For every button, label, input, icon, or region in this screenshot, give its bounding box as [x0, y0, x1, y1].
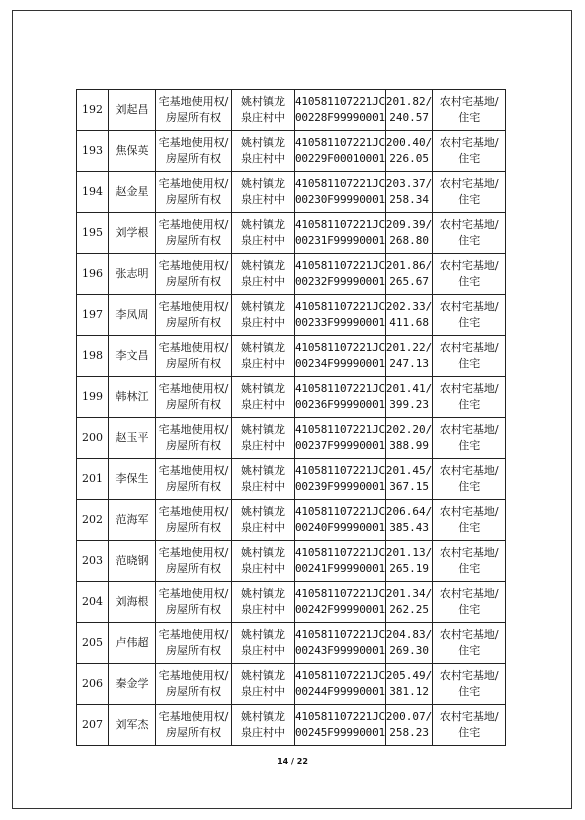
land-use-line: 农村宅基地/ — [439, 95, 499, 108]
location-cell — [232, 172, 295, 213]
right-type-line: 宅基地使用权/ — [158, 136, 229, 149]
right-type-line: 房屋所有权 — [166, 562, 221, 575]
area-line: 201.86/ — [385, 259, 433, 272]
right-type-line: 房屋所有权 — [166, 275, 221, 288]
location-cell — [232, 90, 295, 131]
land-use-line: 农村宅基地/ — [439, 259, 499, 272]
unit-code-cell — [295, 254, 386, 295]
right-type-cell — [156, 213, 232, 254]
owner-name-cell: 刘海根 — [109, 582, 156, 623]
location-line: 姚村镇龙 — [241, 136, 285, 149]
right-type-line: 宅基地使用权/ — [158, 341, 229, 354]
unit-code-line: 410581107221JC — [295, 505, 385, 518]
area-cell — [385, 541, 432, 582]
unit-code-cell — [295, 664, 386, 705]
land-use-cell — [433, 418, 506, 459]
right-type-cell — [156, 254, 232, 295]
right-type-cell — [156, 172, 232, 213]
row-number-cell: 207 — [77, 705, 109, 746]
unit-code-cell — [295, 582, 386, 623]
area-cell — [385, 172, 432, 213]
right-type-line: 房屋所有权 — [166, 439, 221, 452]
land-use-line: 住宅 — [458, 562, 481, 575]
unit-code-line: 410581107221JC — [295, 423, 385, 436]
land-use-line: 住宅 — [458, 644, 481, 657]
area-line: 265.19 — [389, 562, 429, 575]
area-line: 388.99 — [389, 439, 429, 452]
area-line: 247.13 — [389, 357, 429, 370]
right-type-line: 房屋所有权 — [166, 398, 221, 411]
owner-name-cell: 李凤周 — [109, 295, 156, 336]
right-type-line: 宅基地使用权/ — [158, 423, 229, 436]
unit-code-line: 410581107221JC — [295, 136, 385, 149]
unit-code-line: 00245F99990001 — [295, 726, 385, 739]
land-use-line: 住宅 — [458, 521, 481, 534]
unit-code-line: 410581107221JC — [295, 259, 385, 272]
area-line: 201.45/ — [385, 464, 433, 477]
unit-code-line: 410581107221JC — [295, 177, 385, 190]
location-line: 泉庄村中 — [241, 193, 285, 206]
land-use-cell — [433, 336, 506, 377]
area-line: 201.82/ — [385, 95, 433, 108]
right-type-cell — [156, 500, 232, 541]
right-type-line: 房屋所有权 — [166, 603, 221, 616]
right-type-cell — [156, 705, 232, 746]
table-row — [77, 418, 506, 459]
area-line: 258.34 — [389, 193, 429, 206]
right-type-line: 宅基地使用权/ — [158, 218, 229, 231]
unit-code-cell — [295, 336, 386, 377]
unit-code-cell — [295, 500, 386, 541]
right-type-cell — [156, 623, 232, 664]
land-use-cell — [433, 582, 506, 623]
area-cell — [385, 254, 432, 295]
row-number-cell: 200 — [77, 418, 109, 459]
area-line: 200.40/ — [385, 136, 433, 149]
right-type-line: 宅基地使用权/ — [158, 95, 229, 108]
unit-code-line: 410581107221JC — [295, 382, 385, 395]
owner-name-cell: 焦保英 — [109, 131, 156, 172]
area-line: 411.68 — [389, 316, 429, 329]
location-line: 泉庄村中 — [241, 316, 285, 329]
page-total: 22 — [296, 757, 308, 766]
land-use-line: 住宅 — [458, 726, 481, 739]
area-cell — [385, 131, 432, 172]
table-row — [77, 664, 506, 705]
right-type-cell — [156, 295, 232, 336]
unit-code-line: 410581107221JC — [295, 546, 385, 559]
unit-code-line: 00240F99990001 — [295, 521, 385, 534]
area-line: 203.37/ — [385, 177, 433, 190]
location-cell — [232, 623, 295, 664]
land-use-line: 农村宅基地/ — [439, 341, 499, 354]
area-line: 201.13/ — [385, 546, 433, 559]
owner-name-cell: 张志明 — [109, 254, 156, 295]
row-number-cell: 201 — [77, 459, 109, 500]
location-line: 姚村镇龙 — [241, 628, 285, 641]
owner-name-cell: 赵金星 — [109, 172, 156, 213]
unit-code-cell — [295, 541, 386, 582]
area-line: 381.12 — [389, 685, 429, 698]
land-use-line: 住宅 — [458, 152, 481, 165]
unit-code-line: 00237F99990001 — [295, 439, 385, 452]
unit-code-cell — [295, 213, 386, 254]
area-cell — [385, 90, 432, 131]
area-cell — [385, 213, 432, 254]
unit-code-line: 410581107221JC — [295, 218, 385, 231]
location-line: 姚村镇龙 — [241, 464, 285, 477]
property-rights-table — [76, 89, 506, 746]
right-type-line: 房屋所有权 — [166, 685, 221, 698]
land-use-line: 农村宅基地/ — [439, 505, 499, 518]
location-line: 泉庄村中 — [241, 234, 285, 247]
table-row — [77, 459, 506, 500]
location-line: 姚村镇龙 — [241, 300, 285, 313]
land-use-line: 农村宅基地/ — [439, 382, 499, 395]
right-type-line: 宅基地使用权/ — [158, 669, 229, 682]
land-use-cell — [433, 664, 506, 705]
unit-code-line: 00230F99990001 — [295, 193, 385, 206]
land-use-cell — [433, 131, 506, 172]
unit-code-cell — [295, 131, 386, 172]
location-line: 泉庄村中 — [241, 357, 285, 370]
location-line: 泉庄村中 — [241, 603, 285, 616]
owner-name-cell: 范海军 — [109, 500, 156, 541]
right-type-cell — [156, 131, 232, 172]
right-type-line: 宅基地使用权/ — [158, 382, 229, 395]
area-line: 399.23 — [389, 398, 429, 411]
area-line: 385.43 — [389, 521, 429, 534]
unit-code-cell — [295, 459, 386, 500]
area-cell — [385, 500, 432, 541]
location-line: 姚村镇龙 — [241, 218, 285, 231]
land-use-line: 农村宅基地/ — [439, 177, 499, 190]
land-use-line: 住宅 — [458, 685, 481, 698]
land-use-line: 农村宅基地/ — [439, 300, 499, 313]
row-number-cell: 192 — [77, 90, 109, 131]
unit-code-cell — [295, 623, 386, 664]
unit-code-cell — [295, 90, 386, 131]
location-cell — [232, 664, 295, 705]
land-use-line: 农村宅基地/ — [439, 587, 499, 600]
land-use-line: 农村宅基地/ — [439, 669, 499, 682]
land-use-line: 住宅 — [458, 357, 481, 370]
unit-code-cell — [295, 418, 386, 459]
location-line: 姚村镇龙 — [241, 382, 285, 395]
right-type-line: 宅基地使用权/ — [158, 628, 229, 641]
location-line: 泉庄村中 — [241, 398, 285, 411]
unit-code-line: 410581107221JC — [295, 710, 385, 723]
location-cell — [232, 131, 295, 172]
right-type-line: 宅基地使用权/ — [158, 464, 229, 477]
area-line: 262.25 — [389, 603, 429, 616]
right-type-line: 宅基地使用权/ — [158, 587, 229, 600]
unit-code-line: 00232F99990001 — [295, 275, 385, 288]
owner-name-cell: 刘学根 — [109, 213, 156, 254]
location-cell — [232, 336, 295, 377]
right-type-cell — [156, 377, 232, 418]
land-use-line: 农村宅基地/ — [439, 628, 499, 641]
unit-code-line: 00239F99990001 — [295, 480, 385, 493]
unit-code-line: 00229F00010001 — [295, 152, 385, 165]
location-cell — [232, 295, 295, 336]
row-number-cell: 198 — [77, 336, 109, 377]
unit-code-line: 00243F99990001 — [295, 644, 385, 657]
page-current: 14 — [277, 757, 289, 766]
area-line: 367.15 — [389, 480, 429, 493]
land-use-cell — [433, 459, 506, 500]
right-type-cell — [156, 90, 232, 131]
owner-name-cell: 卢伟超 — [109, 623, 156, 664]
location-cell — [232, 418, 295, 459]
row-number-cell: 202 — [77, 500, 109, 541]
right-type-line: 宅基地使用权/ — [158, 710, 229, 723]
table-row — [77, 582, 506, 623]
owner-name-cell: 韩林江 — [109, 377, 156, 418]
land-use-line: 农村宅基地/ — [439, 136, 499, 149]
page-number — [0, 757, 585, 766]
land-use-line: 农村宅基地/ — [439, 218, 499, 231]
area-line: 200.07/ — [385, 710, 433, 723]
table-body — [77, 90, 506, 746]
location-line: 姚村镇龙 — [241, 587, 285, 600]
unit-code-line: 410581107221JC — [295, 341, 385, 354]
right-type-line: 宅基地使用权/ — [158, 300, 229, 313]
location-cell — [232, 459, 295, 500]
right-type-cell — [156, 459, 232, 500]
area-cell — [385, 295, 432, 336]
table-row — [77, 541, 506, 582]
right-type-line: 房屋所有权 — [166, 111, 221, 124]
land-use-cell — [433, 377, 506, 418]
unit-code-line: 00228F99990001 — [295, 111, 385, 124]
area-cell — [385, 705, 432, 746]
location-line: 泉庄村中 — [241, 111, 285, 124]
location-line: 泉庄村中 — [241, 644, 285, 657]
right-type-line: 房屋所有权 — [166, 521, 221, 534]
unit-code-line: 00236F99990001 — [295, 398, 385, 411]
location-line: 姚村镇龙 — [241, 710, 285, 723]
owner-name-cell: 赵玉平 — [109, 418, 156, 459]
unit-code-line: 00241F99990001 — [295, 562, 385, 575]
area-cell — [385, 664, 432, 705]
row-number-cell: 199 — [77, 377, 109, 418]
table-row — [77, 377, 506, 418]
land-use-line: 农村宅基地/ — [439, 710, 499, 723]
right-type-line: 房屋所有权 — [166, 480, 221, 493]
right-type-line: 房屋所有权 — [166, 234, 221, 247]
unit-code-line: 410581107221JC — [295, 587, 385, 600]
area-cell — [385, 623, 432, 664]
right-type-cell — [156, 418, 232, 459]
location-cell — [232, 705, 295, 746]
row-number-cell: 195 — [77, 213, 109, 254]
unit-code-line: 410581107221JC — [295, 464, 385, 477]
land-use-cell — [433, 500, 506, 541]
land-use-cell — [433, 623, 506, 664]
land-use-cell — [433, 172, 506, 213]
unit-code-cell — [295, 377, 386, 418]
area-cell — [385, 336, 432, 377]
right-type-cell — [156, 664, 232, 705]
area-line: 202.20/ — [385, 423, 433, 436]
unit-code-cell — [295, 172, 386, 213]
row-number-cell: 205 — [77, 623, 109, 664]
location-line: 姚村镇龙 — [241, 546, 285, 559]
owner-name-cell: 李保生 — [109, 459, 156, 500]
unit-code-cell — [295, 705, 386, 746]
location-cell — [232, 541, 295, 582]
right-type-line: 房屋所有权 — [166, 357, 221, 370]
unit-code-line: 410581107221JC — [295, 300, 385, 313]
right-type-cell — [156, 336, 232, 377]
area-cell — [385, 377, 432, 418]
row-number-cell: 196 — [77, 254, 109, 295]
location-cell — [232, 377, 295, 418]
row-number-cell: 194 — [77, 172, 109, 213]
land-use-line: 住宅 — [458, 275, 481, 288]
area-cell — [385, 459, 432, 500]
row-number-cell: 197 — [77, 295, 109, 336]
land-use-line: 农村宅基地/ — [439, 464, 499, 477]
area-line: 202.33/ — [385, 300, 433, 313]
right-type-line: 房屋所有权 — [166, 193, 221, 206]
right-type-line: 房屋所有权 — [166, 316, 221, 329]
table-row — [77, 131, 506, 172]
unit-code-line: 410581107221JC — [295, 95, 385, 108]
right-type-cell — [156, 582, 232, 623]
area-line: 205.49/ — [385, 669, 433, 682]
location-line: 姚村镇龙 — [241, 669, 285, 682]
location-line: 泉庄村中 — [241, 439, 285, 452]
land-use-line: 住宅 — [458, 480, 481, 493]
right-type-line: 宅基地使用权/ — [158, 505, 229, 518]
owner-name-cell: 刘起昌 — [109, 90, 156, 131]
location-line: 姚村镇龙 — [241, 177, 285, 190]
area-line: 201.41/ — [385, 382, 433, 395]
table-row — [77, 295, 506, 336]
location-line: 泉庄村中 — [241, 521, 285, 534]
land-use-cell — [433, 254, 506, 295]
table-row — [77, 172, 506, 213]
right-type-line: 房屋所有权 — [166, 152, 221, 165]
row-number-cell: 193 — [77, 131, 109, 172]
land-use-line: 农村宅基地/ — [439, 423, 499, 436]
table-row — [77, 336, 506, 377]
area-cell — [385, 582, 432, 623]
location-cell — [232, 582, 295, 623]
location-line: 姚村镇龙 — [241, 341, 285, 354]
area-line: 209.39/ — [385, 218, 433, 231]
land-use-cell — [433, 705, 506, 746]
row-number-cell: 206 — [77, 664, 109, 705]
land-use-line: 住宅 — [458, 193, 481, 206]
owner-name-cell: 刘军杰 — [109, 705, 156, 746]
unit-code-cell — [295, 295, 386, 336]
area-cell — [385, 418, 432, 459]
location-cell — [232, 500, 295, 541]
location-line: 泉庄村中 — [241, 480, 285, 493]
location-line: 泉庄村中 — [241, 562, 285, 575]
unit-code-line: 410581107221JC — [295, 669, 385, 682]
location-line: 姚村镇龙 — [241, 505, 285, 518]
owner-name-cell: 秦金学 — [109, 664, 156, 705]
area-line: 269.30 — [389, 644, 429, 657]
location-cell — [232, 254, 295, 295]
location-line: 泉庄村中 — [241, 152, 285, 165]
location-line: 姚村镇龙 — [241, 95, 285, 108]
location-line: 泉庄村中 — [241, 726, 285, 739]
unit-code-line: 410581107221JC — [295, 628, 385, 641]
location-line: 姚村镇龙 — [241, 259, 285, 272]
area-line: 206.64/ — [385, 505, 433, 518]
area-line: 265.67 — [389, 275, 429, 288]
land-use-cell — [433, 295, 506, 336]
land-use-cell — [433, 90, 506, 131]
table-row — [77, 90, 506, 131]
area-line: 201.34/ — [385, 587, 433, 600]
right-type-line: 宅基地使用权/ — [158, 177, 229, 190]
right-type-line: 宅基地使用权/ — [158, 546, 229, 559]
table-row — [77, 254, 506, 295]
land-use-line: 住宅 — [458, 234, 481, 247]
area-line: 240.57 — [389, 111, 429, 124]
land-use-cell — [433, 541, 506, 582]
right-type-cell — [156, 541, 232, 582]
area-line: 268.80 — [389, 234, 429, 247]
area-line: 201.22/ — [385, 341, 433, 354]
unit-code-line: 00233F99990001 — [295, 316, 385, 329]
unit-code-line: 00231F99990001 — [295, 234, 385, 247]
area-line: 226.05 — [389, 152, 429, 165]
land-use-line: 住宅 — [458, 111, 481, 124]
table-row — [77, 500, 506, 541]
land-use-cell — [433, 213, 506, 254]
land-use-line: 住宅 — [458, 398, 481, 411]
location-line: 姚村镇龙 — [241, 423, 285, 436]
land-use-line: 住宅 — [458, 316, 481, 329]
table-row — [77, 213, 506, 254]
owner-name-cell: 李文昌 — [109, 336, 156, 377]
owner-name-cell: 范晓钢 — [109, 541, 156, 582]
location-cell — [232, 213, 295, 254]
unit-code-line: 00234F99990001 — [295, 357, 385, 370]
land-use-line: 住宅 — [458, 603, 481, 616]
row-number-cell: 204 — [77, 582, 109, 623]
land-use-line: 住宅 — [458, 439, 481, 452]
unit-code-line: 00242F99990001 — [295, 603, 385, 616]
table-row — [77, 623, 506, 664]
area-line: 258.23 — [389, 726, 429, 739]
unit-code-line: 00244F99990001 — [295, 685, 385, 698]
area-line: 204.83/ — [385, 628, 433, 641]
page-separator: / — [291, 757, 294, 766]
table-row — [77, 705, 506, 746]
row-number-cell: 203 — [77, 541, 109, 582]
land-use-line: 农村宅基地/ — [439, 546, 499, 559]
right-type-line: 房屋所有权 — [166, 644, 221, 657]
right-type-line: 房屋所有权 — [166, 726, 221, 739]
location-line: 泉庄村中 — [241, 685, 285, 698]
location-line: 泉庄村中 — [241, 275, 285, 288]
right-type-line: 宅基地使用权/ — [158, 259, 229, 272]
